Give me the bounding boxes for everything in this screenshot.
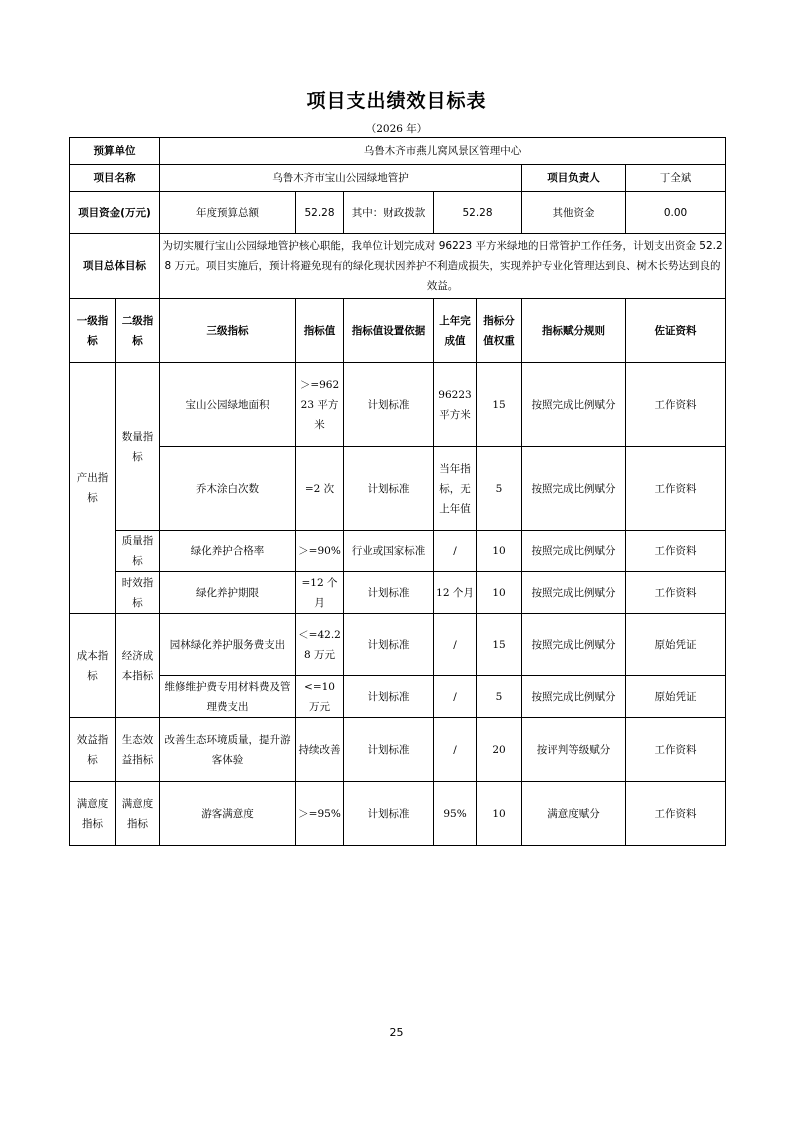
- indicator-last: 96223 平方米: [434, 363, 477, 447]
- indicator-last: 95%: [434, 782, 477, 846]
- fiscal-value: 52.28: [434, 192, 522, 234]
- indicator-basis: 计划标准: [344, 572, 434, 614]
- indicator-rule: 按照完成比例赋分: [522, 676, 626, 718]
- indicator-value: ＜=42.28 万元: [296, 614, 344, 676]
- indicator-evidence: 工作资料: [626, 363, 726, 447]
- level2-timeliness: 时效指标: [116, 572, 160, 614]
- indicator-evidence: 工作资料: [626, 718, 726, 782]
- indicator-name: 绿化养护期限: [160, 572, 296, 614]
- indicator-basis: 行业或国家标准: [344, 531, 434, 572]
- level2-quality: 质量指标: [116, 531, 160, 572]
- indicator-rule: 按照完成比例赋分: [522, 447, 626, 531]
- header-rule: 指标赋分规则: [522, 299, 626, 363]
- goal-text: 为切实履行宝山公园绿地管护核心职能，我单位计划完成对 96223 平方米绿地的日常管护工作任务，计划支出资金 52.28 万元。项目实施后，预计将避免现有的绿化现状因养护不利造成损失，实现养护专业化管理达到良、树木长势达到良的效益。: [160, 234, 726, 299]
- level2-economic-cost: 经济成本指标: [116, 614, 160, 718]
- table-row: [70, 782, 726, 846]
- project-value: 乌鲁木齐市宝山公园绿地管护: [160, 165, 522, 192]
- page-number: 25: [389, 1026, 404, 1039]
- indicator-weight: 15: [477, 614, 522, 676]
- table-row: [70, 531, 726, 572]
- project-label: 项目名称: [70, 165, 160, 192]
- unit-value: 乌鲁木齐市燕儿窝风景区管理中心: [160, 138, 726, 165]
- indicator-name: 维修维护费专用材料费及管理费支出: [160, 676, 296, 718]
- level2-satisfaction: 满意度指标: [116, 782, 160, 846]
- indicator-basis: 计划标准: [344, 614, 434, 676]
- indicator-value: ＞=95%: [296, 782, 344, 846]
- indicator-name: 游客满意度: [160, 782, 296, 846]
- table-row: [70, 447, 726, 531]
- indicator-weight: 10: [477, 531, 522, 572]
- indicator-name: 改善生态环境质量，提升游客体验: [160, 718, 296, 782]
- indicator-rule: 按照完成比例赋分: [522, 531, 626, 572]
- leader-label: 项目负责人: [522, 165, 626, 192]
- fiscal-label: 其中：财政拨款: [344, 192, 434, 234]
- indicator-weight: 5: [477, 447, 522, 531]
- indicator-rule: 按照完成比例赋分: [522, 614, 626, 676]
- indicator-rule: 满意度赋分: [522, 782, 626, 846]
- header-last: 上年完成值: [434, 299, 477, 363]
- table-row: [70, 718, 726, 782]
- indicator-basis: 计划标准: [344, 782, 434, 846]
- header-level2: 二级指标: [116, 299, 160, 363]
- indicator-evidence: 工作资料: [626, 531, 726, 572]
- indicator-name: 宝山公园绿地面积: [160, 363, 296, 447]
- indicator-value: ＞=90%: [296, 531, 344, 572]
- indicator-basis: 计划标准: [344, 363, 434, 447]
- goal-label: 项目总体目标: [70, 234, 160, 299]
- other-value: 0.00: [626, 192, 726, 234]
- table-row: [70, 614, 726, 676]
- header-weight: 指标分值权重: [477, 299, 522, 363]
- indicator-rule: 按照完成比例赋分: [522, 363, 626, 447]
- indicator-basis: 计划标准: [344, 447, 434, 531]
- unit-label: 预算单位: [70, 138, 160, 165]
- year-label: （2026 年）: [365, 123, 428, 135]
- level1-cost: 成本指标: [70, 614, 116, 718]
- indicator-last: /: [434, 718, 477, 782]
- indicator-last: /: [434, 531, 477, 572]
- level1-benefit: 效益指标: [70, 718, 116, 782]
- indicator-basis: 计划标准: [344, 718, 434, 782]
- funds-label: 项目资金(万元): [70, 192, 160, 234]
- table-row: [70, 363, 726, 447]
- indicator-weight: 15: [477, 363, 522, 447]
- performance-table: [69, 137, 726, 846]
- level2-quantity: 数量指标: [116, 363, 160, 531]
- indicator-weight: 20: [477, 718, 522, 782]
- indicator-evidence: 工作资料: [626, 782, 726, 846]
- page-title: 项目支出绩效目标表: [306, 90, 487, 112]
- indicator-basis: 计划标准: [344, 676, 434, 718]
- header-level3: 三级指标: [160, 299, 296, 363]
- indicator-weight: 10: [477, 572, 522, 614]
- level1-output: 产出指标: [70, 363, 116, 614]
- indicator-evidence: 工作资料: [626, 572, 726, 614]
- indicator-value: ＞=96223 平方米: [296, 363, 344, 447]
- indicator-evidence: 原始凭证: [626, 614, 726, 676]
- indicator-weight: 10: [477, 782, 522, 846]
- leader-value: 丁全斌: [626, 165, 726, 192]
- indicator-name: 乔木涂白次数: [160, 447, 296, 531]
- level1-satisfaction: 满意度指标: [70, 782, 116, 846]
- indicator-last: 当年指标，无上年值: [434, 447, 477, 531]
- indicator-evidence: 原始凭证: [626, 676, 726, 718]
- annual-label: 年度预算总额: [160, 192, 296, 234]
- other-label: 其他资金: [522, 192, 626, 234]
- header-evidence: 佐证资料: [626, 299, 726, 363]
- table-row: [70, 572, 726, 614]
- indicator-last: 12 个月: [434, 572, 477, 614]
- indicator-evidence: 工作资料: [626, 447, 726, 531]
- indicator-value: =12 个月: [296, 572, 344, 614]
- header-level1: 一级指标: [70, 299, 116, 363]
- header-value: 指标值: [296, 299, 344, 363]
- indicator-rule: 按照完成比例赋分: [522, 572, 626, 614]
- table-row: [70, 676, 726, 718]
- annual-value: 52.28: [296, 192, 344, 234]
- indicator-last: /: [434, 614, 477, 676]
- indicator-name: 绿化养护合格率: [160, 531, 296, 572]
- level2-eco-benefit: 生态效益指标: [116, 718, 160, 782]
- indicator-weight: 5: [477, 676, 522, 718]
- indicator-name: 园林绿化养护服务费支出: [160, 614, 296, 676]
- indicator-value: <=10 万元: [296, 676, 344, 718]
- indicator-value: =2 次: [296, 447, 344, 531]
- indicator-last: /: [434, 676, 477, 718]
- indicator-rule: 按评判等级赋分: [522, 718, 626, 782]
- indicator-value: 持续改善: [296, 718, 344, 782]
- header-basis: 指标值设置依据: [344, 299, 434, 363]
